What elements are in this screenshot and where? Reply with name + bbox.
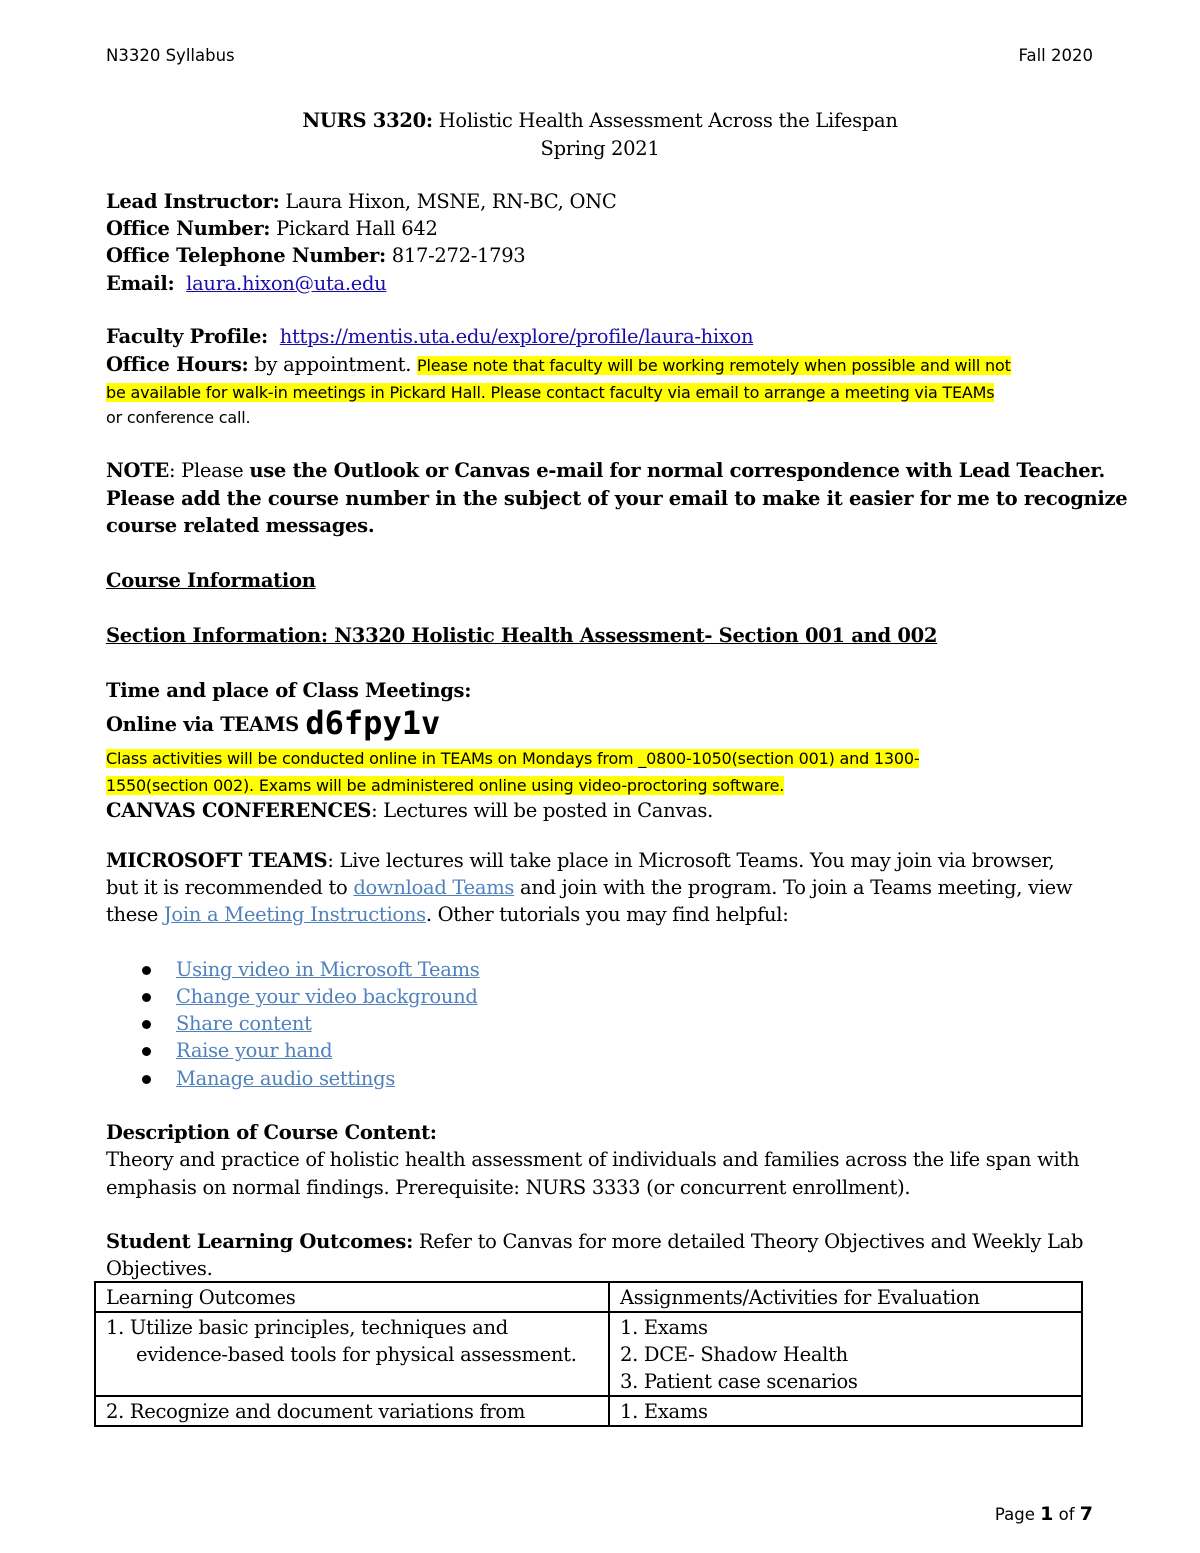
lead-instructor-line: Lead Instructor: Laura Hixon, MSNE, RN-BC, ONC [106, 190, 617, 213]
outcome-cell: 1. Utilize basic principles, techniques and evidence-based tools for physical assessment. [95, 1312, 609, 1396]
table-header-cell: Assignments/Activities for Evaluation [609, 1282, 1082, 1312]
note-line-3: course related messages. [106, 514, 375, 537]
table-row [95, 1396, 1082, 1426]
tutorial-link-audio[interactable]: Manage audio settings [176, 1067, 396, 1090]
office-hours-line: Office Hours: by appointment. Please note that faculty will be working remotely when possible and will not [106, 353, 1011, 376]
page-number: Page 1 of 7 [994, 1503, 1093, 1525]
course-code: NURS 3320: [302, 109, 433, 132]
header-right: Fall 2020 [1018, 46, 1093, 65]
class-activities-line-2: 1550(section 002). Exams will be administered online using video-proctoring software. [106, 776, 785, 795]
class-activities-line-1: Class activities will be conducted online in TEAMs on Mondays from _0800-1050(section 001) and 1300- [106, 749, 920, 768]
faculty-profile-link[interactable]: https://mentis.uta.edu/explore/profile/laura-hixon [279, 325, 754, 348]
email-line: Email: laura.hixon@uta.edu [106, 272, 387, 295]
header-left: N3320 Syllabus [106, 46, 235, 65]
teams-line-3: these Join a Meeting Instructions. Other tutorials you may find helpful: [106, 903, 789, 926]
course-title [0, 108, 1200, 134]
teams-code: d6fpy1v [305, 704, 441, 742]
learning-outcomes-table [94, 1281, 1083, 1427]
note-line-1: NOTE: Please use the Outlook or Canvas e-mail for normal correspondence with Lead Teacher. [106, 459, 1106, 482]
activities-cell: 1. Exams [609, 1396, 1082, 1426]
note-line-2: Please add the course number in the subject of your email to make it easier for me to recognize [106, 487, 1128, 510]
section-info-heading: Section Information: N3320 Holistic Health Assessment- Section 001 and 002 [106, 624, 938, 647]
bullet-icon [142, 1047, 151, 1056]
course-info-heading: Course Information [106, 569, 316, 592]
bullet-icon [142, 993, 151, 1002]
canvas-conferences-line: CANVAS CONFERENCES: Lectures will be posted in Canvas. [106, 799, 713, 822]
teams-line-1: MICROSOFT TEAMS: Live lectures will take place in Microsoft Teams. You may join via browser, [106, 849, 1055, 872]
faculty-profile-line: Faculty Profile: https://mentis.uta.edu/explore/profile/laura-hixon [106, 325, 754, 348]
description-line-2: emphasis on normal findings. Prerequisite: NURS 3333 (or concurrent enrollment). [106, 1176, 911, 1199]
office-phone-line: Office Telephone Number: 817-272-1793 [106, 244, 526, 267]
bullet-icon [142, 1075, 151, 1084]
table-header-row [95, 1282, 1082, 1312]
teams-line-2: but it is recommended to download Teams and join with the program. To join a Teams meeting, view [106, 876, 1073, 899]
remote-note-1: Please note that faculty will be working remotely when possible and will not [417, 356, 1011, 375]
bullet-icon [142, 1020, 151, 1029]
teams-code-line: Online via TEAMS d6fpy1v [106, 704, 441, 742]
description-heading: Description of Course Content: [106, 1121, 437, 1144]
tutorial-link-video[interactable]: Using video in Microsoft Teams [176, 958, 480, 981]
tutorial-link-raise-hand[interactable]: Raise your hand [176, 1039, 333, 1062]
activities-cell: 1. Exams 2. DCE- Shadow Health 3. Patient case scenarios [609, 1312, 1082, 1396]
course-name: Holistic Health Assessment Across the Lifespan [432, 109, 898, 132]
download-teams-link[interactable]: download Teams [353, 876, 515, 899]
email-link[interactable]: laura.hixon@uta.edu [186, 272, 387, 295]
join-meeting-instructions-link[interactable]: Join a Meeting Instructions [163, 903, 426, 926]
tutorial-link-share[interactable]: Share content [176, 1012, 312, 1035]
class-meetings-heading: Time and place of Class Meetings: [106, 679, 472, 702]
office-number-line: Office Number: Pickard Hall 642 [106, 217, 438, 240]
outcomes-line-2: Objectives. [106, 1257, 213, 1280]
remote-note-line-3: or conference call. [106, 408, 251, 427]
outcomes-line-1: Student Learning Outcomes: Refer to Canvas for more detailed Theory Objectives and Weekly Lab [106, 1230, 1084, 1253]
remote-note-line-2: be available for walk-in meetings in Pickard Hall. Please contact faculty via email to arrange a meeting via TEAMs [106, 383, 995, 402]
course-term: Spring 2021 [540, 137, 660, 160]
description-line-1: Theory and practice of holistic health assessment of individuals and families across the life span with [106, 1148, 1080, 1171]
tutorial-link-background[interactable]: Change your video background [176, 985, 478, 1008]
table-header-cell: Learning Outcomes [95, 1282, 609, 1312]
outcome-cell: 2. Recognize and document variations from [95, 1396, 609, 1426]
table-row [95, 1312, 1082, 1396]
bullet-icon [142, 966, 151, 975]
